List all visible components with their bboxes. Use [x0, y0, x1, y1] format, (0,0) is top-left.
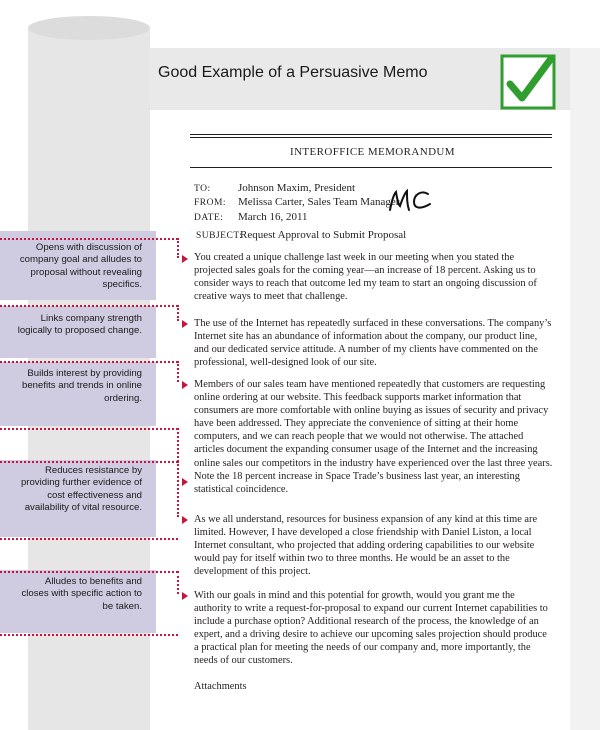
connector-line — [177, 461, 179, 517]
signature-initials — [388, 186, 434, 218]
subject-value: Request Approval to Submit Proposal — [240, 229, 407, 241]
connector-line — [177, 305, 179, 321]
subject-label: SUBJECT: — [196, 231, 243, 241]
connector-marker — [182, 516, 188, 524]
connector-marker — [182, 320, 188, 328]
annotation-box — [0, 362, 156, 426]
annotation-text: Reduces resistance by providing further evidence of cost effectiveness and availability of vital resource. — [20, 465, 142, 514]
to-label: TO: — [194, 184, 211, 194]
connector-line — [177, 571, 179, 594]
connector-line — [177, 238, 179, 258]
header-rule-top — [190, 134, 552, 135]
date-label: DATE: — [194, 213, 224, 223]
header-rule-bottom — [190, 167, 552, 168]
annotation-text: Opens with discussion of company goal and alludes to proposal without revealing specifics. — [19, 242, 142, 291]
annotation-box — [0, 460, 156, 537]
connector-marker — [182, 381, 188, 389]
annotation-box — [0, 306, 156, 358]
date-value: March 16, 2011 — [238, 211, 308, 223]
connector-line — [177, 361, 179, 382]
annotation-box — [0, 231, 156, 300]
connector-marker — [182, 255, 188, 263]
connector-line — [0, 361, 178, 363]
connector-line — [0, 571, 178, 573]
checkmark-icon — [500, 54, 556, 110]
memo-paragraph: As we all understand, resources for business expansion of any kind at this time are limited. However, I have developed a close friendship with Daniel Liston, a local Internet consultant, who projected that adding ordering capabilities to our website would pay for itself within two to three months. He would be an asset to the development of this project. — [194, 514, 538, 578]
from-value: Melissa Carter, Sales Team Manager — [238, 196, 400, 208]
connector-line — [0, 428, 178, 430]
connector-line — [0, 305, 178, 307]
page-title: Good Example of a Persuasive Memo — [158, 64, 428, 81]
memo-paragraph: With our goals in mind and this potential for growth, would you grant me the authority to write a request-for-proposal to expand our current Internet capabilities to include a purchase option? Additional research of the process, the knowledge of an expert, and a driving desire to achieve our upcoming sales projection should produce a practical plan for meeting the needs of our company and, more importantly, the needs of our customers. — [194, 590, 548, 667]
attachments-label: Attachments — [194, 681, 247, 692]
annotation-text: Alludes to benefits and closes with specific action to be taken. — [21, 576, 142, 612]
connector-marker — [182, 478, 188, 486]
connector-line — [0, 634, 178, 636]
memo-heading: INTEROFFICE MEMORANDUM — [290, 146, 455, 158]
left-decorative-cap — [28, 16, 150, 40]
memo-paragraph: You created a unique challenge last week in our meeting when you stated the projected sales goals for the coming year—an increase of 18 percent. Asking us to consider ways to reach that outcome led my team to start an ongoing discussion of creative ways to meet that challenge. — [194, 252, 537, 303]
to-value: Johnson Maxim, President — [238, 182, 356, 194]
annotation-box — [0, 570, 156, 633]
memo-paragraph: The use of the Internet has repeatedly surfaced in these conversations. The company’s Internet site has an abundance of information about the company, our product line, and our dedicated service attitude. A number of my clients have commented on the professional, well-designed look of our site. — [194, 318, 552, 369]
connector-marker — [182, 592, 188, 600]
memo-paragraph: Members of our sales team have mentioned repeatedly that customers are requesting online ordering at our website. This feedback supports market information that consumers are more comfortable with online buying as issues of security and privacy have been addressed. They appreciate the convenience of sitting at their home computers, and we can reach people that we would not otherwise. The attached articles document the expanding consumer usage of the Internet and the increasing online sales our competitors in the industry have experienced over the last three years. Note the 18 percent increase in Space Trade’s business last year, an interesting statistical coincidence. — [194, 379, 553, 495]
from-label: FROM: — [194, 198, 227, 208]
right-decorative-band — [570, 48, 600, 730]
header-rule-top-2 — [190, 137, 552, 138]
connector-line — [0, 538, 178, 540]
connector-line — [0, 238, 178, 240]
annotation-text: Builds interest by providing benefits and trends in online ordering. — [21, 368, 142, 404]
annotation-text: Links company strength logically to proposed change. — [17, 313, 142, 337]
connector-line — [0, 461, 178, 463]
